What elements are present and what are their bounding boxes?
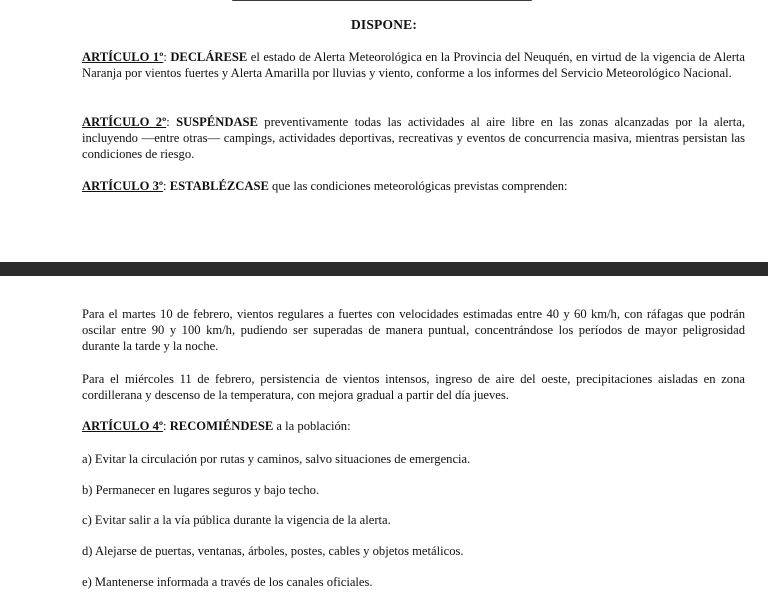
article-2-label: ARTÍCULO 2º (82, 115, 167, 129)
article-2-keyword: SUSPÉNDASE (176, 115, 258, 129)
article-2-text: preventivamente todas las actividades al aire libre en las zonas alcanzadas por la alerta, incluyendo —entre otras— campings, actividades deportivas, recreativas y eventos de concurrencia masiva, mientras persistan las condiciones de riesgo. (82, 115, 745, 161)
article-4-label: ARTÍCULO 4º (82, 419, 164, 433)
list-item-b: b) Permanecer en lugares seguros y bajo techo. (82, 483, 320, 497)
cropped-text-fragment (232, 0, 532, 1)
cropped-text-line (232, 0, 532, 3)
forecast-wednesday-paragraph: Para el miércoles 11 de febrero, persistencia de vientos intensos, ingreso de aire del oeste, precipitaciones aisladas en zona cordillerana y descenso de la temperatura, con mejora gradual a partir del día jueves. (82, 372, 745, 402)
article-3-text: que las condiciones meteorológicas previstas comprenden: (268, 179, 568, 193)
page-separator (0, 262, 768, 276)
article-4-text: a la población: (273, 419, 351, 433)
article-3 (82, 178, 745, 194)
article-2-separator: : (166, 115, 177, 129)
article-3-keyword: ESTABLÉZCASE (169, 179, 269, 193)
list-item-e: e) Mantenerse informada a través de los canales oficiales. (82, 575, 373, 589)
article-4-keyword: RECOMIÉNDESE (169, 419, 274, 433)
forecast-tuesday-paragraph: Para el martes 10 de febrero, vientos regulares a fuertes con velocidades estimadas entre 40 y 60 km/h, con ráfagas que podrán oscilar entre 90 y 100 km/h, pudiendo ser superadas de manera puntual, concentrándose los períodos de mayor peligrosidad durante la tarde y la noche. (82, 307, 745, 353)
article-1-keyword: DECLÁRESE (170, 50, 248, 64)
dispone-heading: DISPONE: (350, 17, 418, 32)
article-1-label: ARTÍCULO 1º (82, 50, 164, 64)
article-3-label: ARTÍCULO 3º (82, 179, 164, 193)
article-2 (82, 114, 745, 162)
article-4-separator: : (163, 419, 170, 433)
list-item-a: a) Evitar la circulación por rutas y caminos, salvo situaciones de emergencia. (82, 452, 471, 466)
list-item-c: c) Evitar salir a la vía pública durante la vigencia de la alerta. (82, 513, 391, 527)
article-1 (82, 49, 745, 81)
document-page-top (0, 0, 768, 262)
article-3-separator: : (163, 179, 170, 193)
article-1-separator: : (163, 50, 171, 64)
article-4 (82, 418, 745, 434)
document-page-bottom (0, 276, 768, 592)
article-1-text: el estado de Alerta Meteorológica en la Provincia del Neuquén, en virtud de la vigencia de Alerta Naranja por vientos fuertes y Alerta Amarilla por lluvias y viento, conforme a los informes del Servicio Meteorológico Nacional. (82, 50, 745, 80)
list-item-d: d) Alejarse de puertas, ventanas, árboles, postes, cables y objetos metálicos. (82, 544, 464, 558)
